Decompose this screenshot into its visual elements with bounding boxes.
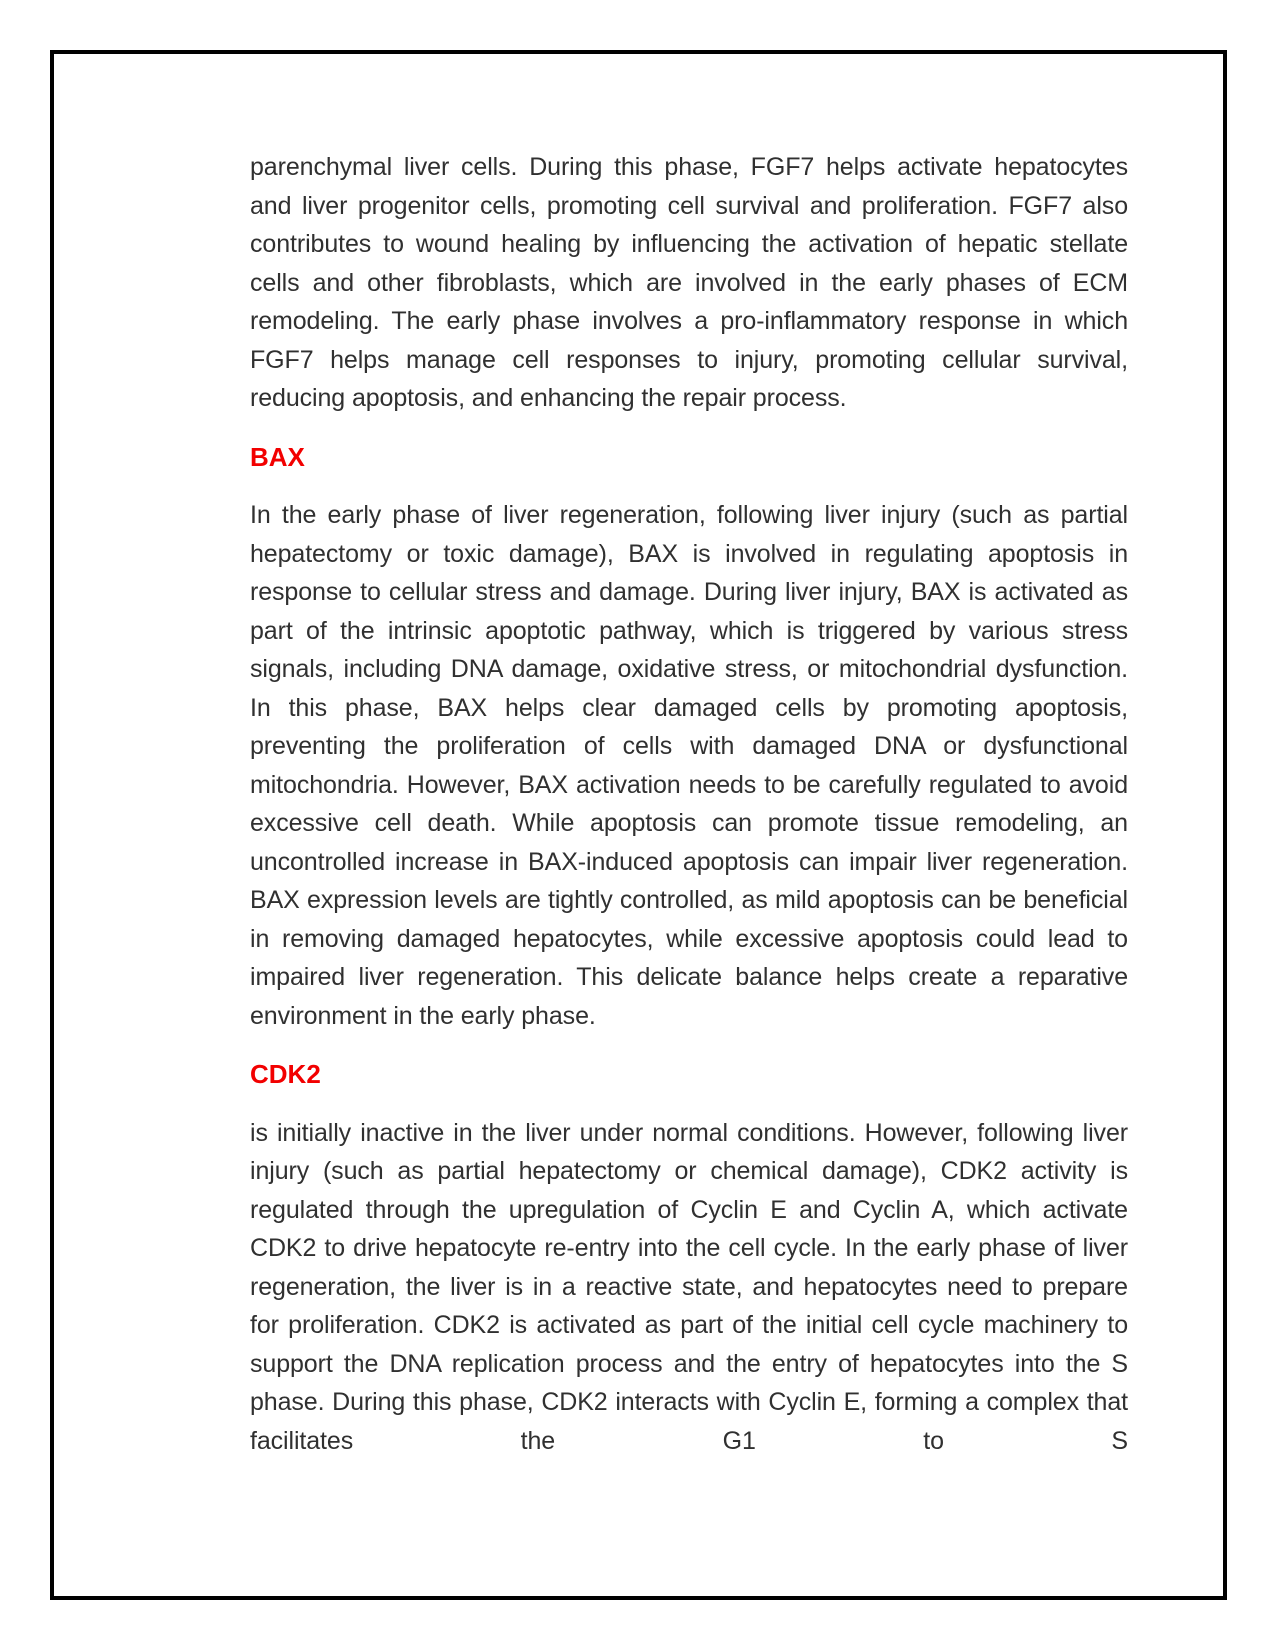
paragraph-bax: In the early phase of liver regeneration, following liver injury (such as partial hepatectomy or toxic damage), BAX is involved in regulating apoptosis in response to cellular stress and damage. During liver injury, BAX is activated as part of the intrinsic apoptotic pathway, which is triggered by various stress signals, including DNA damage, oxidative stress, or mitochondrial dysfunction. In this phase, BAX helps clear damaged cells by promoting apoptosis, preventing the proliferation of cells with damaged DNA or dysfunctional mitochondria. However, BAX activation needs to be carefully regulated to avoid excessive cell death. While apoptosis can promote tissue remodeling, an uncontrolled increase in BAX-induced apoptosis can impair liver regeneration. BAX expression levels are tightly controlled, as mild apoptosis can be beneficial in removing damaged hepatocytes, while excessive apoptosis could lead to impaired liver regeneration. This delicate balance helps create a reparative environment in the early phase. [250, 501, 1128, 1030]
document-content [250, 148, 1128, 1480]
heading-bax: BAX [250, 441, 305, 472]
heading-cdk2: CDK2 [250, 1059, 321, 1089]
paragraph-cdk2: is initially inactive in the liver under normal conditions. However, following liver injury (such as partial hepatectomy or chemical damage), CDK2 activity is regulated through the upregulation of Cyclin E and Cyclin A, which activate CDK2 to drive hepatocyte re-entry into the cell cycle. In the early phase of liver regeneration, the liver is in a reactive state, and hepatocytes need to prepare for proliferation. CDK2 is activated as part of the initial cell cycle machinery to support the DNA replication process and the entry of hepatocytes into the S phase. During this phase, CDK2 interacts with Cyclin E, forming a complex that facilitates the G1 to S [250, 1118, 1128, 1455]
paragraph-fgf7: parenchymal liver cells. During this phase, FGF7 helps activate hepatocytes and liver progenitor cells, promoting cell survival and proliferation. FGF7 also contributes to wound healing by influencing the activation of hepatic stellate cells and other fibroblasts, which are involved in the early phases of ECM remodeling. The early phase involves a pro-inflammatory response in which FGF7 helps manage cell responses to injury, promoting cellular survival, reducing apoptosis, and enhancing the repair process. [250, 153, 1128, 412]
page-border [50, 50, 1227, 1600]
